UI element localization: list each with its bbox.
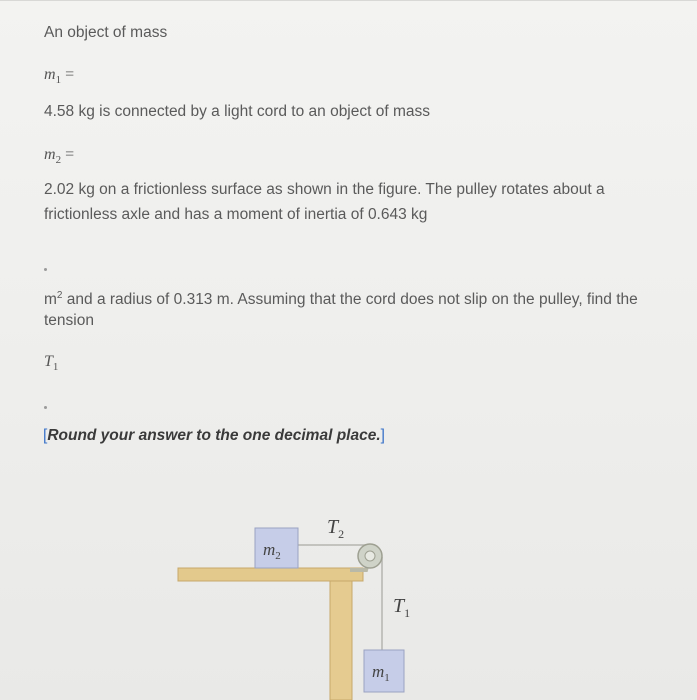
separator-dot (44, 268, 47, 271)
m1-expression (44, 66, 74, 86)
problem-intro: An object of mass (44, 24, 168, 41)
bracket-close: ] (380, 427, 385, 444)
m2-equals: = (61, 146, 75, 163)
rounding-instruction (43, 427, 385, 445)
table-leg (330, 581, 352, 700)
problem-line-3b: frictionless axle and has a moment of inertia of 0.643 kg (44, 206, 428, 223)
m2-subscript: 2 (55, 154, 62, 167)
table-top (178, 568, 363, 581)
pulley-axle (365, 551, 375, 561)
unit-exponent: 2 (56, 290, 63, 301)
block-m1-label: $m_1$ (372, 662, 390, 684)
top-divider (0, 0, 697, 1)
m1-subscript: 1 (55, 74, 62, 87)
unit-m: m (44, 291, 57, 309)
t1-expression (44, 353, 58, 373)
bracket-open: [ (43, 427, 48, 444)
problem-line-4a-text: and a radius of 0.313 m. Assuming that the cord does not slip on the pulley, find the (62, 291, 638, 309)
m1-symbol: m (44, 66, 56, 83)
problem-line-3a: 2.02 kg on a frictionless surface as shown in the figure. The pulley rotates about a (44, 181, 605, 198)
block-m2 (255, 528, 298, 568)
pulley-figure (170, 500, 450, 700)
block-m2-label: $m_2$ (263, 540, 281, 562)
problem-line-4b: tension (44, 312, 94, 329)
t2-label: $T_2$ (327, 516, 345, 541)
t1-symbol: T (44, 353, 53, 370)
m1-equals: = (61, 66, 75, 83)
m2-symbol: m (44, 146, 56, 163)
m2-expression (44, 146, 74, 166)
problem-line-2: 4.58 kg is connected by a light cord to an object of mass (44, 103, 431, 120)
problem-line-4a (44, 283, 638, 313)
instruction-text: Round your answer to the one decimal place. (47, 427, 381, 444)
t1-subscript: 1 (52, 361, 59, 374)
separator-dot-2 (44, 406, 47, 409)
t1-label: $T_1$ (393, 595, 411, 620)
